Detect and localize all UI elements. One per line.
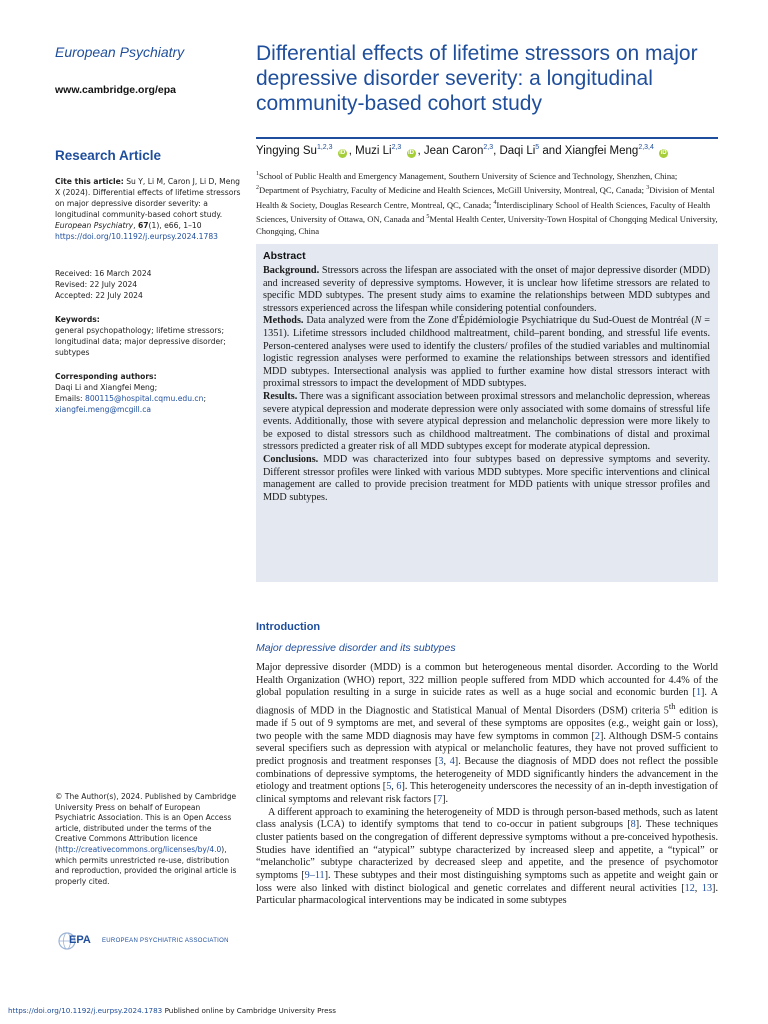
author-5-affil: 2,3,4 xyxy=(638,144,654,151)
p1-text-b: ]. A diagnosis of MDD in the Diagnostic and Statistical Manual of Mental Disorders (DSM) criteria 5 xyxy=(256,687,719,717)
cite-text: Su Y, Li M, Caron J, Li D, Meng X (2024). Differential effects of lifetime stressors on major depressive disorder severity: a longitudinal community-based cohort study. xyxy=(55,177,241,219)
methods-text-b: = 1351). Lifetime stressors included childhood maltreatment, child–parent bonding, and stressful life events. Person-centered analyses were used to identify the clusters/ profiles of the studied variables and multinomial logistic regression analyses were performed to examine the relationships between stressors and identified MDD subtypes. Intersectional analysis was applied to further examine how distal stressors interact with proximal stressors to impact the development of MDD subtypes. xyxy=(263,315,710,390)
reference-link[interactable]: 7 xyxy=(437,793,443,805)
p2-text-c: ]. These subtypes and their most distinguishing symptoms such as appetite and weight gain or loss were also linked with distinct biological and genetic correlates and different neural activities [ xyxy=(256,869,718,894)
author-5: Xiangfei Meng xyxy=(564,144,639,157)
p2-text-b: ]. These techniques cluster patients based on the congregation of different depressive symptoms without a pre-conceived hypothesis. Studies have identified an “atypical” subtype characterized by increased sleep and appetite, a “typical” or “melancholic” subtype characterized by decreased sleep and appetite, and the presence of psychomotor symptoms [ xyxy=(256,819,718,881)
received-date: Received: 16 March 2024 xyxy=(55,269,152,278)
license-text-a: © The Author(s), 2024. Published by Cambridge University Press on behalf of European Psychiatric Association. This is an Open Access article, distributed under the terms of the Creative Commons Attribution licence ( xyxy=(55,792,237,854)
cite-label: Cite this article: xyxy=(55,177,124,186)
abstract-heading: Abstract xyxy=(263,250,306,262)
footer-text: Published online by Cambridge University Press xyxy=(164,1006,336,1015)
affiliation-1: School of Public Health and Emergency Management, Southern University of Science and Technology, Shenzhen, China; xyxy=(259,170,678,181)
p1-superscript: th xyxy=(668,700,676,711)
p2-text-d: ]. Particular pharmacological interventions may be indicated in some subtypes xyxy=(256,882,718,907)
author-4: Daqi Li xyxy=(499,144,536,157)
journal-website[interactable]: www.cambridge.org/epa xyxy=(55,84,176,96)
reference-link[interactable]: 4 xyxy=(449,755,455,767)
paragraph-2 xyxy=(256,807,718,908)
reference-link[interactable]: 12 xyxy=(684,882,695,894)
p1-text-c: edition is made if 5 out of 9 symptoms are met, and several of these symptoms are opposites (e.g., weight gain or loss), two people with the same MDD diagnosis may have few symptoms in common [ xyxy=(256,705,718,742)
epa-logo xyxy=(58,930,243,952)
reference-link[interactable]: 2 xyxy=(594,730,600,742)
author-4-affil: 5 xyxy=(535,144,540,151)
email-link-1[interactable]: 800115@hospital.cqmu.edu.cn xyxy=(85,394,204,403)
keywords-text: general psychopathology; lifetime stressors; longitudinal data; major depressive disorder; subtypes xyxy=(55,326,226,357)
reference-link[interactable]: 9–11 xyxy=(304,869,325,881)
abstract-methods xyxy=(263,315,710,391)
reference-link[interactable]: 3 xyxy=(438,755,444,767)
affiliation-4: Interdisciplinary School of Health Sciences, Faculty of Health Sciences, University of Ottawa, ON, Canada and xyxy=(256,199,711,224)
dates-block xyxy=(55,268,245,301)
affiliation-2: Department of Psychiatry, Faculty of Medicine and Health Sciences, McGill University, Montreal, QC, Canada; xyxy=(259,185,645,196)
license-link[interactable]: http://creativecommons.org/licenses/by/4.0 xyxy=(57,844,222,854)
abstract-background xyxy=(263,265,710,315)
author-conjunction: and xyxy=(542,144,562,157)
p2-text-a: A different approach to examining the heterogeneity of MDD is through person-based methods, such as latent class analysis (LCA) to identify symptoms that tend to co-occur in patient subgroups [ xyxy=(256,806,718,831)
results-text: There was a significant association between proximal stressors and melancholic depression, whereas severe atypical depression and moderate depression were only associated with some domains of stressful life events. Additionally, those with severe atypical depression and melancholic depression were more likely to be exposed to distal stressors such as childhood maltreatment. The combinations of distal and proximal stressors predicted a greater risk of all MDD subtypes except for moderate atypical depression. xyxy=(263,390,710,453)
accepted-date: Accepted: 22 July 2024 xyxy=(55,291,143,300)
email-link-2[interactable]: xiangfei.meng@mcgill.ca xyxy=(55,405,152,414)
cite-volume: 67 xyxy=(137,221,149,230)
page-footer xyxy=(8,1006,336,1015)
affiliation-3: Division of Mental Health & Society, Douglas Research Centre, Montreal, QC, Canada; xyxy=(256,185,715,210)
left-column xyxy=(55,40,245,96)
reference-link[interactable]: 6 xyxy=(396,781,402,793)
affil-marker: 1 xyxy=(256,171,259,177)
p1-text-a: Major depressive disorder (MDD) is a common but heterogeneous mental disorder. According to the World Health Organization (WHO) report, 322 million people suffered from MDD which accounted for 4.4% of the global population resulting in a surge in suicide rates as well as a huge social and economic burden [ xyxy=(256,662,718,699)
article-type: Research Article xyxy=(55,148,162,163)
abstract-results xyxy=(263,391,710,454)
license-notice xyxy=(55,792,240,887)
article-title: Differential effects of lifetime stressors on major depressive disorder severity: a longitudinal community-based cohort study xyxy=(256,42,698,115)
citation-block: Cite this article: Su Y, Li M, Caron J, Li D, Meng X (2024). Differential effects of lifetime stressors on major depressive disorder severity: a longitudinal community-based cohort study. European Psychiatry, 67(1), e66, 1–10 https://doi.org/10.1192/j.eurpsy.2024.1783 xyxy=(55,177,241,241)
author-1: Yingying Su xyxy=(256,144,317,157)
abstract-conclusions xyxy=(263,454,710,504)
reference-link[interactable]: 1 xyxy=(695,687,702,699)
methods-n: N xyxy=(694,315,702,327)
p2-comma: , xyxy=(694,882,702,894)
p1-text-e: ]. Because the diagnosis of MDD does not reflect the possible combinations of depressive symptoms, the heterogeneity of MDD significantly hinders the advancement in the etiology and treatment options [ xyxy=(256,755,719,793)
corresponding-label: Corresponding authors: xyxy=(55,372,157,381)
introduction-body xyxy=(256,662,718,908)
author-list: Yingying Su$^{1,2,3}$ iD , Muzi Li$^{2,3}$ iD , Jean Caron$^{2,3}$, Daqi Li$^5$ and Xiangfei Meng$^{2,3,4}$ iD xyxy=(256,144,667,157)
epa-logo-text: EUROPEAN PSYCHIATRIC ASSOCIATION xyxy=(102,938,229,944)
p1-text-f: ]. This heterogeneity underscores the necessity of an in-depth investigation of clinical symptoms and relevant risk factors [ xyxy=(256,781,718,805)
epa-acronym: EPA xyxy=(69,934,91,946)
orcid-icon[interactable]: iD xyxy=(660,149,667,156)
keywords-label: Keywords: xyxy=(55,315,100,324)
emails-label: Emails: xyxy=(55,394,83,403)
conclusions-text: MDD was characterized into four subtypes based on depressive symptoms and severity. Different stressor profiles were linked with various MDD subtypes. More specific interventions and clinical management are called to provide precision treatment for MDD patients with unique stressor profiles and MDD subtypes. xyxy=(263,453,711,503)
author-2-affil: 2,3 xyxy=(391,144,402,151)
p1-text-g: ]. xyxy=(442,793,449,805)
reference-link[interactable]: 8 xyxy=(630,819,636,831)
corresponding-names: Daqi Li and Xiangfei Meng; xyxy=(55,383,158,392)
orcid-icon[interactable]: iD xyxy=(408,149,414,156)
reference-link[interactable]: 5 xyxy=(386,781,392,793)
affil-marker: 5 xyxy=(426,213,430,220)
results-label: Results. xyxy=(263,390,298,402)
background-text: Stressors across the lifespan are associated with the onset of major depressive disorder (MDD) and increased severity of depressive symptoms. However, it is unclear how lifetime stressors are related to specific MDD subtypes. The present study aims to examine the relationships between MDD subtypes and stressors experienced across the lifespan while considering potential confounders. xyxy=(263,265,711,314)
affiliations xyxy=(256,168,718,237)
affil-marker: 3 xyxy=(646,185,650,192)
footer-doi-link[interactable]: https://doi.org/10.1192/j.eurpsy.2024.1783 xyxy=(8,1006,163,1015)
author-3: Jean Caron xyxy=(423,144,484,157)
introduction-heading: Introduction xyxy=(256,621,321,633)
orcid-icon[interactable]: iD xyxy=(339,149,346,156)
cite-journal: European Psychiatry xyxy=(55,221,134,230)
affil-marker: 4 xyxy=(493,199,497,206)
methods-label: Methods. xyxy=(263,315,304,327)
epa-logo-mark xyxy=(58,930,91,952)
revised-date: Revised: 22 July 2024 xyxy=(55,280,138,289)
abstract-box xyxy=(256,244,718,582)
author-2: Muzi Li xyxy=(355,144,392,157)
keywords-block xyxy=(55,314,245,358)
title-divider xyxy=(256,137,718,139)
p1-text-d: ]. Although DSM-5 contains several specifiers such as depression with atypical or melancholic features, they have not proved sufficient to predict prognosis and treatment responses [ xyxy=(256,730,718,767)
introduction-subheading: Major depressive disorder and its subtypes xyxy=(256,642,456,654)
conclusions-label: Conclusions. xyxy=(263,453,319,465)
corresponding-block: Corresponding authors: Daqi Li and Xiangfei Meng; Emails: 800115@hospital.cqmu.edu.cn; xiangfei.meng@mcgill.ca xyxy=(55,372,206,414)
background-label: Background. xyxy=(263,265,320,276)
cite-doi-link[interactable]: https://doi.org/10.1192/j.eurpsy.2024.1783 xyxy=(55,232,218,241)
author-1-affil: 1,2,3 xyxy=(316,144,333,151)
affiliation-5: Mental Health Center, University-Town Hospital of Chongqing Medical University, Chongqing, China xyxy=(256,213,718,237)
journal-name[interactable]: European Psychiatry xyxy=(55,44,185,60)
p1-comma: , xyxy=(443,755,450,767)
license-text-b: ), which permits unrestricted re-use, distribution and reproduction, provided the original article is properly cited. xyxy=(55,844,237,886)
methods-text-a: Data analyzed were from the Zone d'Épidémiologie Psychiatrique du Sud-Ouest de Montréal ( xyxy=(306,315,695,327)
author-3-affil: 2,3 xyxy=(483,144,494,151)
p1-comma: , xyxy=(391,781,397,793)
cite-issue: (1), e66, 1–10 xyxy=(148,221,202,230)
affil-marker: 2 xyxy=(256,185,259,192)
paragraph-1 xyxy=(256,662,718,807)
reference-link[interactable]: 13 xyxy=(701,882,713,894)
